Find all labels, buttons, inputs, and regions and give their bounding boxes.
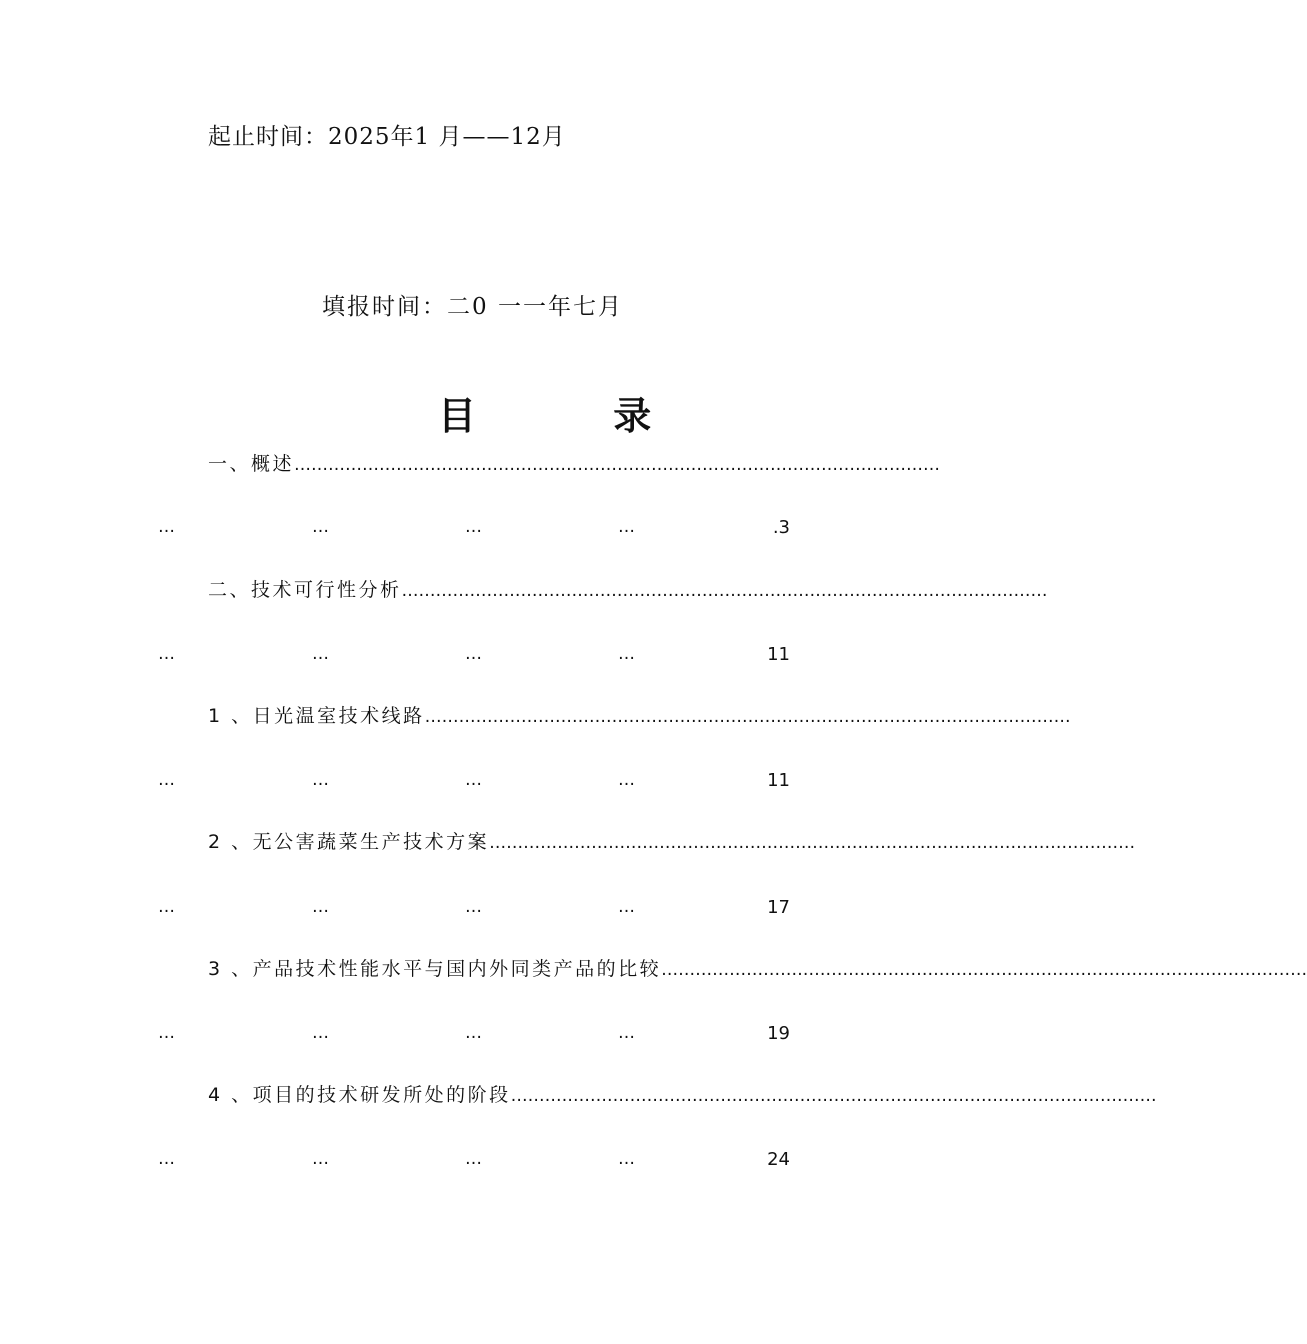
toc-dots: … [158, 644, 174, 664]
toc-dots: … [465, 897, 481, 917]
toc-entry-text: 4 、项目的技术研发所处的阶段 [208, 1084, 511, 1106]
fill-date: 填报时间：二0 一一年七月 [322, 294, 623, 320]
toc-dots: … [312, 897, 328, 917]
toc-leader: …………………………………………………………………………………………………… [424, 707, 1071, 727]
toc-dots: … [618, 897, 634, 917]
toc-entry[interactable] [208, 953, 1307, 981]
toc-dots: … [465, 1023, 481, 1043]
toc-leader: …………………………………………………………………………………………………… [401, 581, 1048, 601]
toc-dots: … [465, 517, 481, 537]
toc-leader: …………………………………………………………………………………………………… [510, 1086, 1157, 1106]
toc-entry[interactable] [208, 1079, 1157, 1107]
toc-dots: … [465, 770, 481, 790]
project-period: 起止时间：2025年1 月——12月 [208, 124, 566, 150]
toc-leader: …………………………………………………………………………………………………… [661, 960, 1307, 980]
toc-entry-text: 3 、产品技术性能水平与国内外同类产品的比较 [208, 958, 662, 980]
toc-dots: … [158, 517, 174, 537]
toc-dots: … [465, 644, 481, 664]
toc-leader: …………………………………………………………………………………………………… [294, 455, 941, 475]
toc-dots: … [618, 770, 634, 790]
toc-dots: … [465, 1149, 481, 1169]
toc-page-number: .3 [772, 517, 790, 538]
toc-dots: … [618, 517, 634, 537]
toc-entry[interactable] [208, 448, 941, 476]
toc-dots: … [312, 1023, 328, 1043]
toc-dots: … [158, 1023, 174, 1043]
toc-dots: … [158, 897, 174, 917]
toc-entry-continuation [158, 897, 790, 925]
toc-dots: … [158, 770, 174, 790]
toc-entry[interactable] [208, 700, 1071, 728]
toc-entry-continuation [158, 644, 790, 672]
toc-dots: … [618, 1023, 634, 1043]
toc-entry-text: 1 、日光温室技术线路 [208, 705, 425, 727]
toc-page-number: 11 [767, 770, 790, 791]
toc-dots: … [618, 1149, 634, 1169]
toc-leader: …………………………………………………………………………………………………… [489, 833, 1136, 853]
toc-entry-text: 二、技术可行性分析 [208, 579, 402, 601]
toc-dots: … [312, 770, 328, 790]
toc-entry-continuation [158, 1149, 790, 1177]
toc-entry-continuation [158, 517, 790, 545]
toc-entry-continuation [158, 1023, 790, 1051]
toc-dots: … [158, 1149, 174, 1169]
toc-dots: … [312, 517, 328, 537]
toc-entry-text: 一、概述 [208, 453, 295, 475]
toc-title: 目 录 [438, 394, 714, 438]
toc-entry-continuation [158, 770, 790, 798]
toc-dots: … [618, 644, 634, 664]
toc-entry-text: 2 、无公害蔬菜生产技术方案 [208, 831, 490, 853]
toc-dots: … [312, 1149, 328, 1169]
toc-page-number: 24 [767, 1149, 790, 1170]
toc-page-number: 17 [767, 897, 790, 918]
toc-page-number: 19 [767, 1023, 790, 1044]
toc-page-number: 11 [767, 644, 790, 665]
toc-dots: … [312, 644, 328, 664]
toc-entry[interactable] [208, 826, 1136, 854]
toc-entry[interactable] [208, 574, 1048, 602]
